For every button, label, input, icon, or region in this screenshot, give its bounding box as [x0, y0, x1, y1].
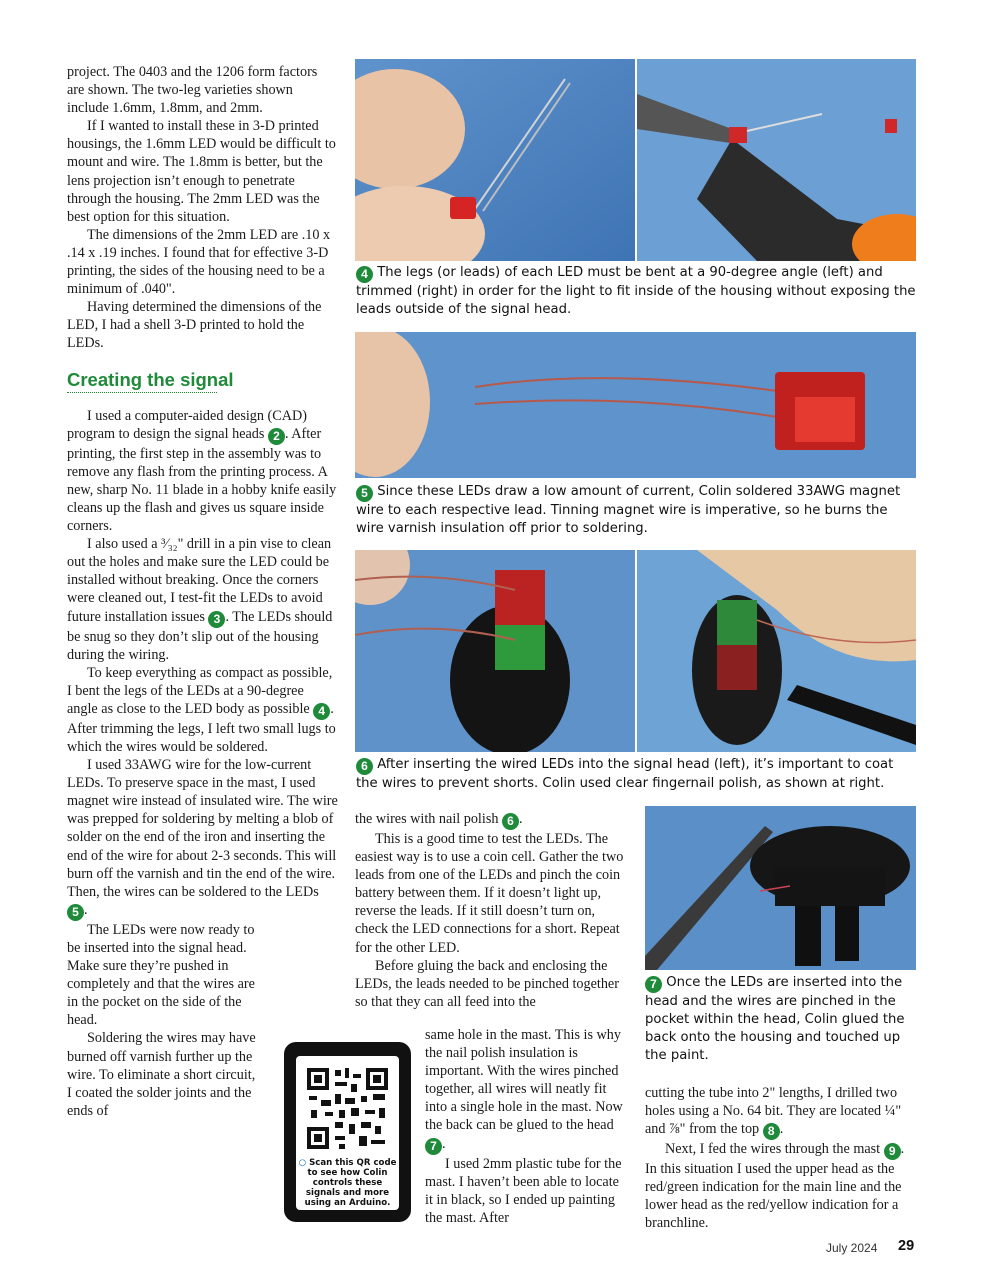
- paragraph: Soldering the wires may have burned off varnish further up the wire. To eliminate a short circuit, I coated the solder joints and the ends of: [67, 1030, 256, 1119]
- figure-number-6: 6: [356, 758, 373, 775]
- paragraph: project. The 0403 and the 1206 form factors are shown. The two-leg varieties shown include 1.6mm, 1.8mm, and 2mm.: [67, 64, 318, 117]
- photo-wired-signal-head: [355, 550, 635, 752]
- figure-number-2: 2: [268, 428, 285, 445]
- paragraph: This is a good time to test the LEDs. The easiest way is to use a coin cell. Gather the two leads from one of the LEDs and pinch the coin battery between them. If it doesn’t light up, reverse the leads. If it still doesn’t turn on, check the LED connections for a short. Repeat for the other LED.: [355, 831, 624, 956]
- qr-code-panel[interactable]: [284, 1042, 411, 1222]
- figure-number-5: 5: [356, 485, 373, 502]
- column-right: [645, 1084, 917, 1233]
- photo-bent-led-legs: [355, 59, 635, 261]
- figure-number-7: 7: [645, 976, 662, 993]
- caption-5: 5 Since these LEDs draw a low amount of current, Colin soldered 33AWG magnet wire to each respective lead. Tinning magnet wire is imperative, so he burns the wire varnish insulation off prior to soldering.: [356, 484, 901, 536]
- figure-number-6: 6: [502, 813, 519, 830]
- footer-date: July 2024: [826, 1241, 878, 1255]
- caption-4: 4 The legs (or leads) of each LED must be bent at a 90-degree angle (left) and trimmed (right) in order for the light to fit inside of the housing without exposing the leads outside of the signal head.: [356, 265, 916, 317]
- figure-number-3: 3: [208, 611, 225, 628]
- page-number: 29: [898, 1238, 915, 1254]
- figure-number-8: 8: [763, 1123, 780, 1140]
- figure-number-9: 9: [884, 1143, 901, 1160]
- paragraph: same hole in the mast. This is why the nail polish insulation is important. With the wires pinched together, all wires will neatly fit into a single hole in the mast. Now the back can be glued to the head 7 .: [425, 1027, 623, 1153]
- heading-underline: [67, 392, 217, 393]
- column-left: [67, 63, 338, 1120]
- section-heading-wrap: [67, 368, 338, 393]
- paragraph: cutting the tube into 2" lengths, I drilled two holes using a No. 64 bit. They are located ¼" and ⅞" from the top 8 .: [645, 1085, 902, 1139]
- paragraph: Having determined the dimensions of the LED, I had a shell 3-D printed to hold the LEDs.: [67, 299, 322, 352]
- column-middle: [355, 810, 627, 1011]
- photo-glued-signal-head: [645, 806, 916, 970]
- qr-bullet-icon: ○: [298, 1158, 307, 1168]
- column-middle-indented: [425, 1026, 627, 1227]
- photo-soldered-magnet-wire: [355, 332, 916, 478]
- caption-7: 7 Once the LEDs are inserted into the head and the wires are pinched in the pocket within the head, Colin glued the back onto the housing and touched up the paint.: [645, 975, 905, 1063]
- paragraph: Before gluing the back and enclosing the LEDs, the leads needed to be pinched together so that they can all feed into the: [355, 957, 619, 1010]
- paragraph: If I wanted to install these in 3-D printed housings, the 1.6mm LED would be difficult to mount and wire. The 1.8mm is better, but the lens projection isn’t enough to penetrate through the housing. The 2mm LED was the best option for this situation.: [67, 118, 336, 225]
- qr-code-icon[interactable]: [305, 1066, 390, 1151]
- paragraph: The dimensions of the 2mm LED are .10 x .14 x .19 inches. I found that for effective 3-D printing, the sides of the housing need to be a minimum of .040".: [67, 226, 331, 298]
- paragraph: I used 2mm plastic tube for the mast. I haven’t been able to locate it in black, so I ended up painting the mast. After: [425, 1155, 622, 1226]
- section-heading: Creating the signal: [67, 368, 234, 390]
- paragraph: Next, I fed the wires through the mast 9 . In this situation I used the upper head as the red/green indication for the main line and the lower head as the red/yellow indication for a branchline.: [645, 1141, 905, 1232]
- paragraph: the wires with nail polish 6 .: [355, 811, 523, 828]
- qr-caption: ○ Scan this QR code to see how Colin controls these signals and more using an Arduino.: [298, 1158, 397, 1208]
- qr-code-card: [296, 1056, 399, 1210]
- paragraph: I also used a ³⁄₃₂" drill in a pin vise to clean out the holes and make sure the LED could be installed without breaking. Once the corners were cleaned out, I test-fit the LEDs to avoid future installation issues 3 . The LEDs should be snug so they don’t slip out of the housing during the wiring.: [67, 536, 333, 663]
- caption-6: 6 After inserting the wired LEDs into the signal head (left), it’s important to coat the wires to prevent shorts. Colin used clear fingernail polish, as shown at right.: [356, 757, 894, 791]
- paragraph: The LEDs were now ready to be inserted into the signal head. Make sure they’re pushed in completely and that the wires are in the pocket on the side of the head.: [67, 921, 255, 1029]
- photo-trimmed-led-legs: [637, 59, 916, 261]
- figure-number-4: 4: [356, 266, 373, 283]
- figure-number-7: 7: [425, 1138, 442, 1155]
- paragraph: To keep everything as compact as possible, I bent the legs of the LEDs at a 90-degree angle as close to the LED body as possible 4 . After trimming the legs, I left two small lugs to which the wires would be soldered.: [67, 664, 336, 755]
- paragraph: I used 33AWG wire for the low-current LEDs. To preserve space in the mast, I used magnet wire instead of insulated wire. The wire was prepped for soldering by melting a blob of solder on the end of the iron and inserting the end of the wire for about 2-3 seconds. This will burn off the varnish and tin the end of the wire. Then, the wires can be soldered to the LEDs 5 .: [67, 757, 338, 919]
- paragraph: I used a computer-aided design (CAD) program to design the signal heads 2 . After printing, the first step in the assembly was to remove any flash from the printing process. A new, sharp No. 11 blade in a hobby knife easily cleans up the flash and gives us square inside corners.: [67, 407, 337, 535]
- figure-number-5: 5: [67, 904, 84, 921]
- photo-nail-polish-coating: [637, 550, 916, 752]
- figure-number-4: 4: [313, 703, 330, 720]
